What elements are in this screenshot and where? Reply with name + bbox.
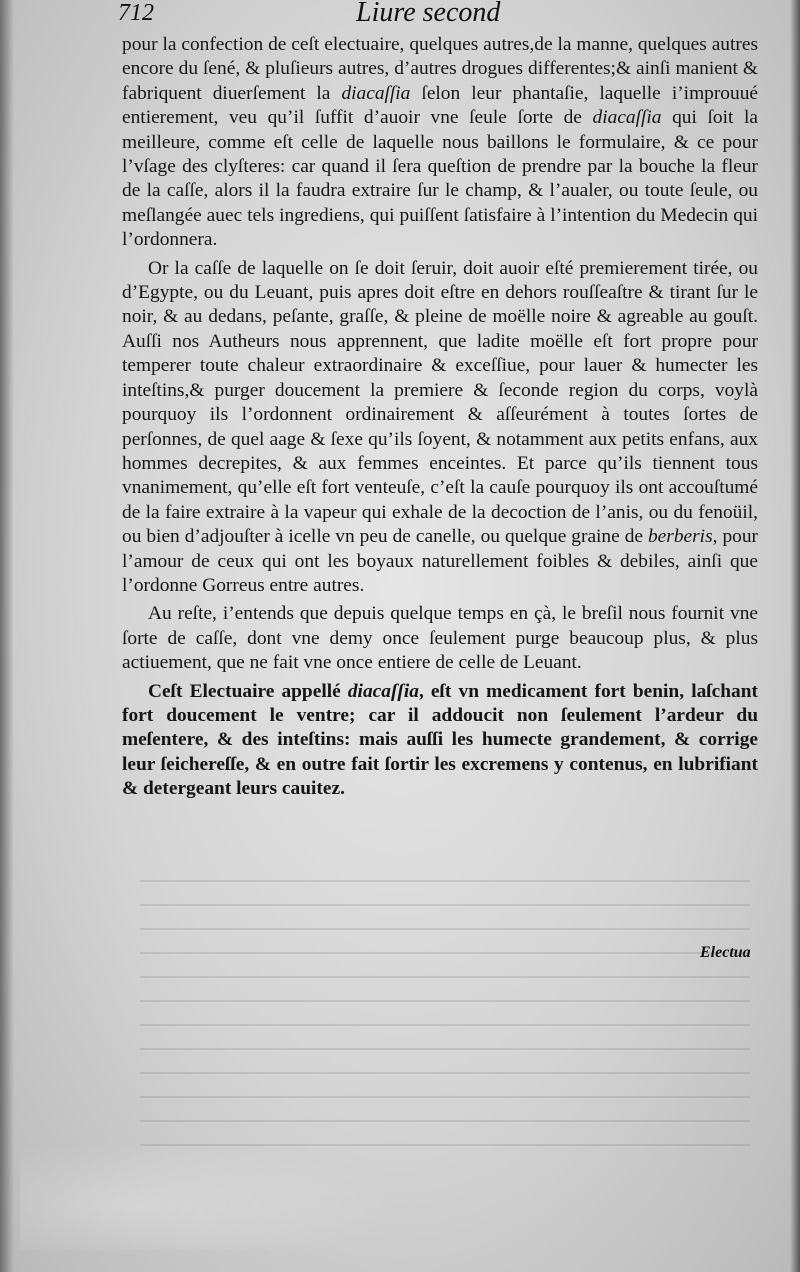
text-run: ſelon leur phantaſie, laquelle i’improuué entierement, veu qu’il ſuffit d’auoir vne ſeule ſorte de — [122, 82, 758, 129]
paragraph — [122, 257, 758, 599]
text-run: qui ſoit la meilleure, comme eſt celle de laquelle nous baillons le formulaire, & ce pour l’vſage des clyſteres: car quand il ſera queſtion de prendre par la bouche la fleur de la caſſe, alors il la faudra extraire ſur le champ, & l’aualer, ou toute ſeule, ou meſlangée auec tels ingrediens, qui puiſſent ſatisfaire à l’intention du Medecin qui l’ordonnera. — [122, 107, 758, 251]
paragraph — [122, 33, 758, 253]
show-through-text — [140, 880, 750, 1210]
page-gutter-shadow — [0, 0, 14, 1272]
text-run: Or la caſſe de laquelle on ſe doit ſeruir, doit auoir eſté premierement tirée, ou d’Egypte, ou du Leuant, puis apres doit eſtre en dehors rouſſeaſtre & tirant ſur le noir, & au dedans, peſante, graſſe, & pleine de moëlle noire & agreable au gouſt. Auſſi nos Autheurs nous apprennent, que ladite moëlle eſt fort propre pour temperer toute chaleur extraordinaire & exceſſiue, pour lauer & humecter les inteſtins,& purger doucement la premiere & ſeconde region du corps, voylà pourquoy ils l’ordonnent ordinairement & aſſeurément à toutes ſortes de perſonnes, de quel aage & ſexe qu’ils ſoyent, & notamment aux petits enfans, aux hommes decrepites, & aux femmes enceintes. Et parce qu’ils tiennent tous vnanimement, qu’elle eſt fort venteuſe, c’eſt la cauſe pourquoy ils ont accouſtumé de la faire extraire à la vapeur qui exhale de la decoction de l’anis, ou du fenoüil, ou bien d’adjouſter à icelle vn peu de canelle, ou quelque graine de — [122, 257, 758, 548]
page-edge-shadow — [790, 0, 800, 1272]
italic-term: diacaſſia — [347, 680, 419, 702]
text-run: , eſt vn medicament fort benin, laſchant fort doucement le ventre; car il addoucit non ſeulement l’ardeur du meſentere, & des inteſtins: mais auſſi les humecte grandement, & corrige leur ſeichereſſe, & en outre fait ſortir les excremens y contenus, en lubrifiant & detergeant leurs cauitez. — [122, 680, 758, 800]
text-run: Au reſte, i’entends que depuis quelque temps en çà, le breſil nous fournit vne ſorte de caſſe, dont vne demy once ſeulement purge beaucoup plus, & plus actiuement, que ne fait vne once entiere de celle de Leuant. — [122, 603, 758, 674]
running-head: Liure second — [356, 0, 501, 28]
text-run: pour la confection de ceſt electuaire, quelques autres,de la manne, quelques autres encore du ſené, & pluſieurs autres, d’autres drogues differentes;& ainſi manient & fabriquent diuerſement la — [122, 34, 758, 104]
page-header — [118, 0, 758, 28]
paragraph — [122, 680, 758, 802]
page-number: 712 — [118, 0, 154, 26]
catchword: Electua — [700, 944, 751, 961]
text-run: Ceſt Electuaire appellé — [148, 680, 348, 702]
text-run: , pour l’amour de ceux qui ont les boyaux naturellement foibles & debiles, ainſi que l’ordonne Gorreus entre autres. — [122, 526, 758, 596]
italic-term: diacaſſia — [592, 107, 662, 129]
italic-term: berberis — [647, 526, 713, 548]
paragraph — [122, 602, 758, 675]
italic-term: diacaſſia — [341, 82, 411, 104]
body-text — [122, 33, 758, 802]
